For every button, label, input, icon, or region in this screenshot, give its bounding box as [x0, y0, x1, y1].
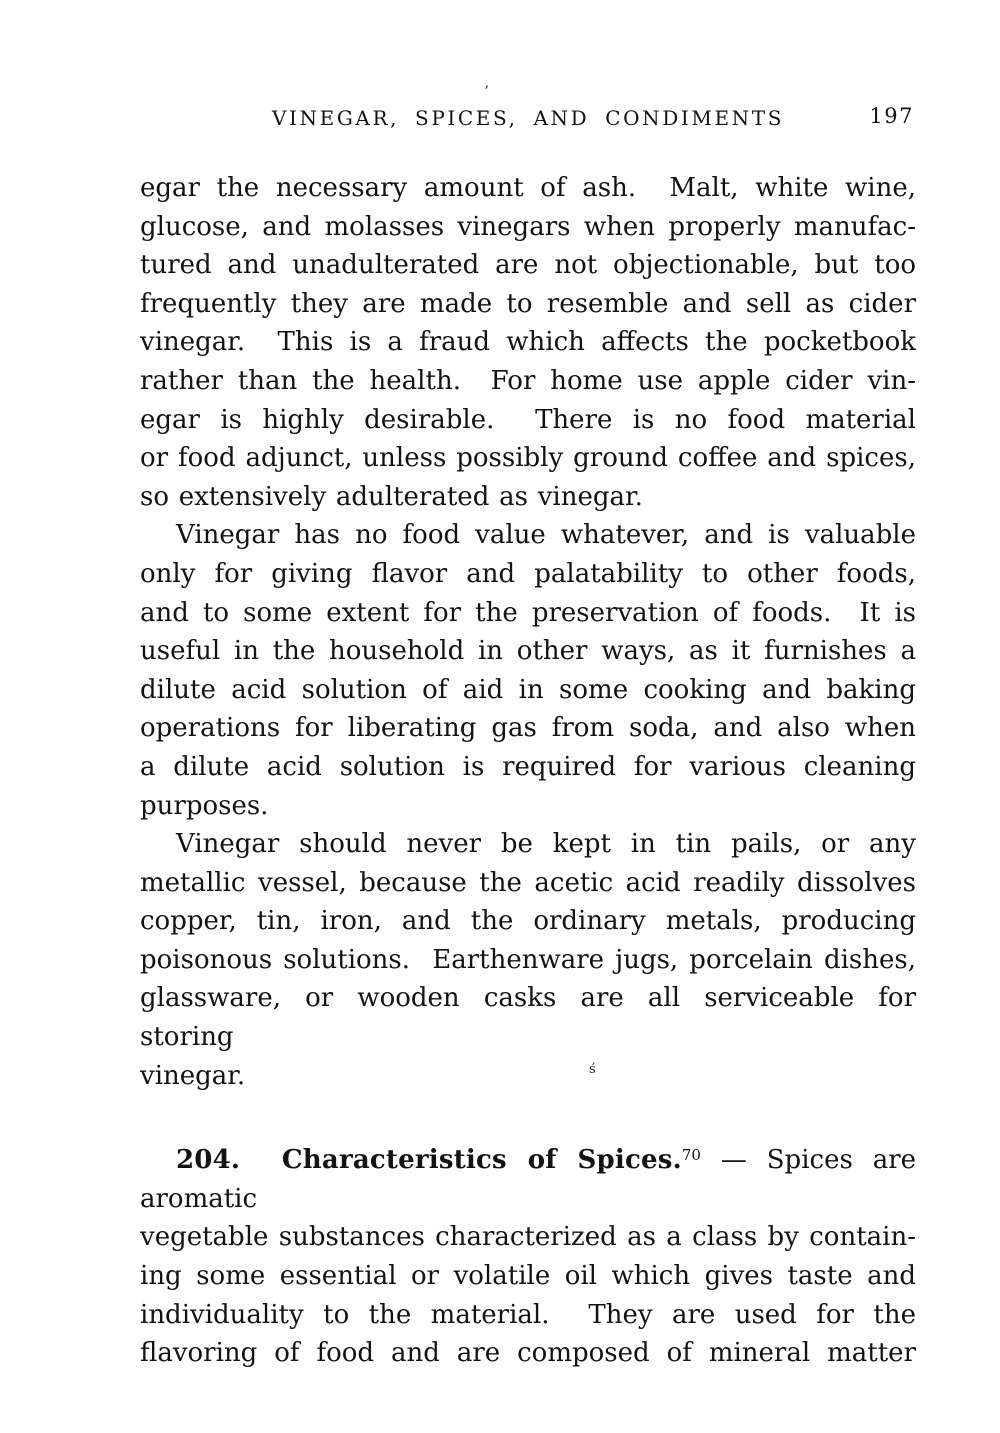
text-line: dilute acid solution of aid in some cooking and baking	[140, 674, 916, 705]
page-header	[140, 0, 916, 136]
text-line: useful in the household in other ways, as it furnishes a	[140, 636, 916, 667]
text-line: copper, tin, iron, and the ordinary metals, producing	[140, 906, 916, 937]
text-line: Vinegar has no food value whatever, and is valuable	[176, 520, 916, 551]
text-line: operations for liberating gas from soda, and also when	[140, 713, 916, 744]
print-artifact: ʼ	[484, 84, 489, 100]
paragraph	[140, 516, 916, 825]
text-line: frequently they are made to resemble and sell as cider	[140, 288, 916, 319]
section-heading: 204. Characteristics of Spices.	[176, 1145, 682, 1176]
text-line: glucose, and molasses vinegars when properly manufac-	[140, 211, 916, 242]
text-line: individuality to the material. They are used for the	[140, 1299, 916, 1330]
page-body	[140, 169, 916, 1373]
text-line: rather than the health. For home use apple cider vin-	[140, 365, 916, 396]
text-line: purposes.	[140, 790, 269, 821]
text-block	[140, 0, 916, 1373]
text-line	[140, 1141, 916, 1218]
paragraph	[140, 1141, 916, 1373]
paragraph	[140, 169, 916, 516]
text-line: so extensively adulterated as vinegar.	[140, 481, 643, 512]
text-line: flavoring of food and are composed of mineral matter	[140, 1338, 916, 1369]
text-line: a dilute acid solution is required for various cleaning	[140, 751, 916, 782]
print-artifact: ś	[589, 1062, 596, 1077]
text-line: or food adjunct, unless possibly ground coffee and spices,	[140, 443, 916, 474]
text-line: glassware, or wooden casks are all serviceable for storing	[140, 983, 916, 1053]
text-line: vinegar.	[140, 1060, 246, 1091]
page-number: 197	[869, 104, 914, 128]
text-line: metallic vessel, because the acetic acid readily dissolves	[140, 867, 916, 898]
running-head: VINEGAR, SPICES, AND CONDIMENTS	[272, 106, 784, 130]
text-line: egar the necessary amount of ash. Malt, white wine,	[140, 173, 916, 203]
text-line: only for giving flavor and palatability to other foods,	[140, 558, 916, 589]
text-line: and to some extent for the preservation of foods. It is	[140, 597, 916, 628]
paragraph	[140, 825, 916, 1095]
footnote-reference: 70	[681, 1146, 701, 1164]
text-segment: — Spices are aromatic	[140, 1145, 917, 1214]
text-line: vinegar. This is a fraud which affects the pocketbook	[140, 327, 916, 358]
text-line: poisonous solutions. Earthenware jugs, porcelain dishes,	[140, 944, 916, 975]
text-line: ing some essential or volatile oil which gives taste and	[140, 1261, 916, 1292]
text-line: Vinegar should never be kept in tin pails, or any	[176, 829, 916, 860]
text-line: egar is highly desirable. There is no food material	[140, 404, 916, 435]
text-line: vegetable substances characterized as a class by contain-	[140, 1222, 916, 1253]
text-line: tured and unadulterated are not objectionable, but too	[140, 250, 916, 281]
